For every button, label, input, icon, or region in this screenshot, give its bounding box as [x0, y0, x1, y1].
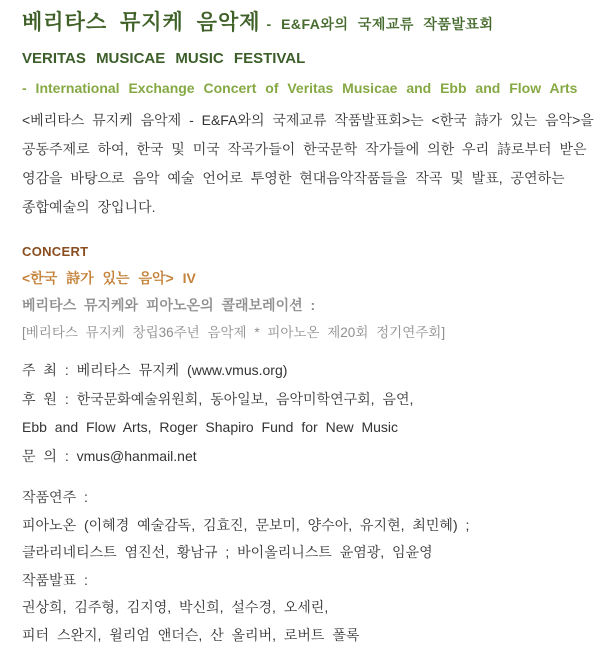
festival-header: [22, 8, 582, 98]
collaboration-line: 베리타스 뮤지케와 피아노온의 콜래보레이션 :: [22, 292, 582, 319]
host-line: 주 최 : 베리타스 뮤지케 (www.vmus.org): [22, 356, 582, 385]
composers-line: 피터 스완지, 윌리엄 앤더슨, 산 올리버, 로버트 폴록: [22, 622, 582, 649]
performers-heading: 작품연주 :: [22, 484, 582, 512]
intro-line: 종합예술의 장입니다.: [22, 193, 582, 222]
concert-heading: CONCERT: [22, 238, 582, 265]
subtitle-english: - International Exchange Concert of Veritas Musicae and Ebb and Flow Arts: [22, 78, 582, 98]
concert-series-title: <한국 詩가 있는 음악> IV: [22, 265, 582, 292]
sponsor-line: Ebb and Flow Arts, Roger Shapiro Fund for New Music: [22, 413, 582, 442]
title-english: VERITAS MUSICAE MUSIC FESTIVAL: [22, 49, 582, 69]
performers-line: 클라리네티스트 염진선, 황남규 ; 바이올리니스트 윤염광, 임윤영: [22, 539, 582, 567]
organizer-info: [22, 356, 582, 470]
title-korean-suffix: - E&FA와의 국제교류 작품발표회: [267, 16, 494, 32]
page-title: [22, 8, 582, 39]
contact-line: 문 의 : vmus@hanmail.net: [22, 442, 582, 471]
concert-section: [22, 238, 582, 346]
composers-heading: 작품발표 :: [22, 567, 582, 595]
sponsor-line: 후 원 : 한국문화예술위원회, 동아일보, 음악미학연구회, 음연,: [22, 385, 582, 414]
intro-line: 공동주제로 하여, 한국 및 미국 작곡가들이 한국문학 작가들에 의한 우리 詩로부터 받은: [22, 135, 582, 164]
performers-line: 피아노온 (이혜경 예술감독, 김효진, 문보미, 양수아, 유지현, 최민혜) ;: [22, 512, 582, 540]
intro-line: 영감을 바탕으로 음악 예술 언어로 투영한 현대음악작품들을 작곡 및 발표, 공연하는: [22, 164, 582, 193]
anniversary-note: [베리타스 뮤지케 창립36주년 음악제 * 피아노온 제20회 정기연주회]: [22, 319, 582, 346]
composers-line: 권상희, 김주형, 김지영, 박신희, 설수경, 오세린,: [22, 594, 582, 622]
intro-paragraph: [22, 106, 582, 222]
intro-line: <베리타스 뮤지케 음악제 - E&FA와의 국제교류 작품발표회>는 <한국 詩가 있는 음악>을: [22, 106, 582, 135]
title-korean: 베리타스 뮤지케 음악제: [22, 11, 261, 34]
performers-section: [22, 484, 582, 649]
